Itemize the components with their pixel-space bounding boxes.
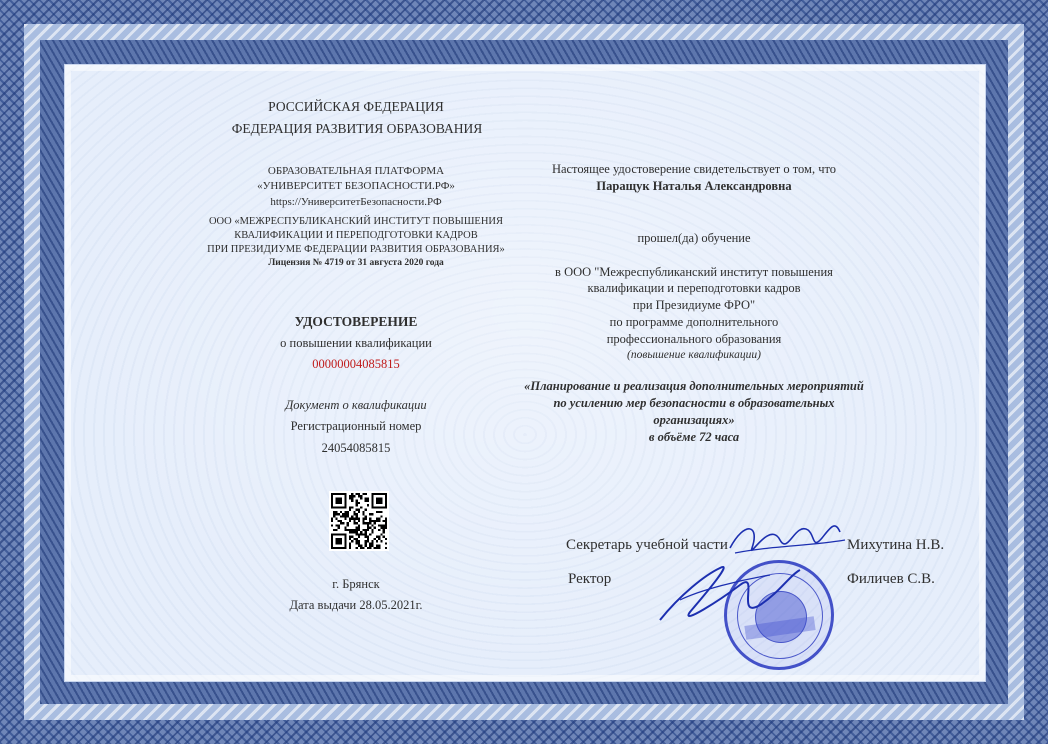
city: г. Брянск (332, 577, 380, 591)
platform-line-2: «УНИВЕРСИТЕТ БЕЗОПАСНОСТИ.РФ» (257, 180, 455, 192)
org-line-2: КВАЛИФИКАЦИИ И ПЕРЕПОДГОТОВКИ КАДРОВ (234, 230, 478, 241)
course-line-3: организациях» (653, 413, 735, 427)
org-line-3: ПРИ ПРЕЗИДИУМЕ ФЕДЕРАЦИИ РАЗВИТИЯ ОБРАЗОВАНИЯ» (207, 244, 505, 255)
certify-text: Настоящее удостоверение свидетельствует о том, что (551, 162, 837, 176)
official-seal (724, 560, 834, 670)
trained-text: прошел(да) обучение (637, 231, 751, 245)
institute-line-3: при Президиуме ФРО" (632, 298, 756, 312)
recipient-name: Паращук Наталья Александровна (596, 179, 792, 193)
document-title: УДОСТОВЕРЕНИЕ (294, 314, 418, 329)
platform-url: https://УниверситетБезопасности.РФ (270, 196, 442, 208)
institute-line-2: квалификации и переподготовки кадров (587, 281, 801, 295)
secretary-name: Михутина Н.В. (847, 537, 945, 553)
program-line-1: по программе дополнительного (609, 315, 779, 329)
institute-line-1: в ООО "Межреспубликанский институт повышения (555, 265, 833, 279)
document-subtitle: о повышении квалификации (280, 336, 432, 350)
registration-label: Регистрационный номер (290, 419, 422, 433)
document-type: Документ о квалификации (285, 398, 427, 412)
country-heading: РОССИЙСКАЯ ФЕДЕРАЦИЯ (268, 99, 444, 114)
rector-label: Ректор (568, 571, 612, 587)
secretary-label: Секретарь учебной части (566, 537, 728, 553)
license-text: Лицензия № 4719 от 31 августа 2020 года (268, 258, 444, 268)
program-line-2: профессионального образования (606, 332, 782, 346)
program-type: (повышение квалификации) (627, 349, 761, 361)
federation-heading: ФЕДЕРАЦИЯ РАЗВИТИЯ ОБРАЗОВАНИЯ (231, 121, 483, 136)
certificate-body (64, 64, 986, 682)
platform-line-1: ОБРАЗОВАТЕЛЬНАЯ ПЛАТФОРМА (267, 165, 445, 177)
course-line-2: по усилению мер безопасности в образовательных (553, 396, 835, 410)
document-number: 00000004085815 (312, 357, 400, 371)
qr-code (329, 491, 389, 551)
rector-name: Филичев С.В. (847, 571, 935, 587)
course-volume: в объёме 72 часа (648, 430, 740, 444)
registration-number: 24054085815 (321, 441, 391, 455)
org-line-1: ООО «МЕЖРЕСПУБЛИКАНСКИЙ ИНСТИТУТ ПОВЫШЕНИЯ (208, 216, 504, 227)
issue-date: Дата выдачи 28.05.2021г. (289, 598, 423, 612)
course-line-1: «Планирование и реализация дополнительных мероприятий (524, 379, 864, 393)
